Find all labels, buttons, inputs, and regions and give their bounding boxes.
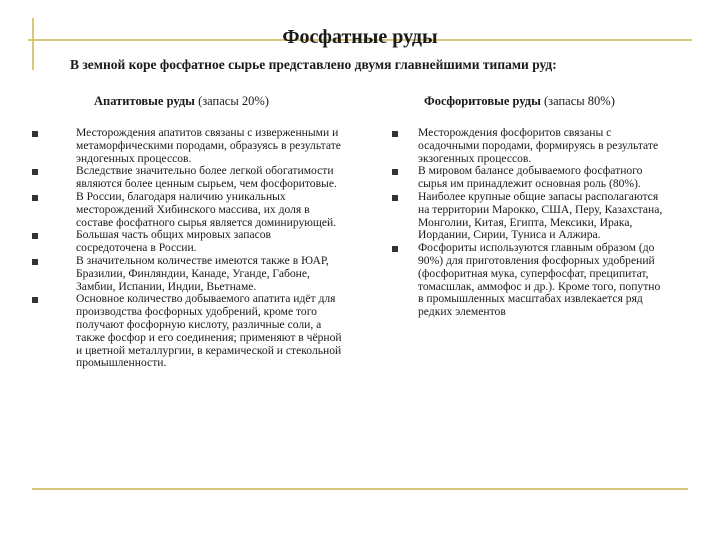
bullet-icon: [32, 233, 38, 239]
bullet-icon: [32, 195, 38, 201]
bullet-icon: [392, 246, 398, 252]
right-column-list: [392, 127, 667, 319]
list-item-text: Большая часть общих мировых запасов сосредоточена в России.: [76, 228, 272, 255]
list-item: [32, 127, 342, 165]
bullet-icon: [32, 169, 38, 175]
list-item-text: Месторождения апатитов связаны с изверженными и метаморфическими породами, образуясь в результате эндогенных процессов.: [76, 126, 341, 165]
slide-subtitle: В земной коре фосфатное сырье представлено двумя главнейшими типами руд:: [70, 57, 557, 72]
list-item-text: Основное количество добываемого апатита идёт для производства фосфорных удобрений, кроме того получают фосфорную кислоту, различные соли, а также фосфор и его соединения; применяют в чёрной и цветной металлургии, в керамической и стекольной промышленности.: [76, 292, 342, 370]
list-item: [392, 165, 667, 191]
slide-title: Фосфатные руды: [282, 26, 438, 48]
list-item: [392, 242, 667, 319]
right-heading-note: (запасы 80%): [543, 94, 615, 108]
list-item: [32, 293, 342, 370]
right-heading-bold: Фосфоритовые руды: [424, 94, 541, 108]
bullet-icon: [32, 297, 38, 303]
list-item-text: В значительном количестве имеются также в ЮАР, Бразилии, Финляндии, Канаде, Уганде, Габоне, Замбии, Испании, Индии, Вьетнаме.: [76, 253, 329, 293]
bullet-icon: [392, 131, 398, 137]
left-column-heading: [94, 94, 269, 109]
left-heading-bold: Апатитовые руды: [94, 94, 195, 108]
bullet-icon: [392, 195, 398, 201]
list-item: [32, 229, 342, 255]
left-column-list: [32, 127, 342, 370]
list-item-text: Вследствие значительно более легкой обогатимости являются более ценным сырьем, чем фосфоритовые.: [76, 164, 337, 191]
list-item: [392, 191, 667, 242]
bullet-icon: [32, 259, 38, 265]
bullet-icon: [392, 169, 398, 175]
list-item: [32, 255, 342, 293]
right-column-heading: [424, 94, 615, 109]
left-heading-note: (запасы 20%): [198, 94, 269, 108]
decor-bottom-line: [32, 488, 688, 490]
list-item: [392, 127, 667, 165]
list-item-text: В России, благодаря наличию уникальных месторождений Хибинского массива, их доля в составе фосфатного сырья является доминирующей.: [76, 189, 337, 229]
list-item: [32, 191, 342, 229]
bullet-icon: [32, 131, 38, 137]
list-item: [32, 165, 342, 191]
list-item-text: Месторождения фосфоритов связаны с осадочными породами, формируясь в результате экзогенных процессов.: [418, 126, 659, 165]
list-item-text: Наиболее крупные общие запасы располагаются на территории Марокко, США, Перу, Казахстана, Монголии, Китая, Египта, Мексики, Ирака, Иордании, Сирии, Туниса и Алжира.: [418, 189, 663, 242]
list-item-text: В мировом балансе добываемого фосфатного сырья им принадлежит основная роль (80%).: [418, 164, 643, 191]
list-item-text: Фосфориты используются главным образом (до 90%) для приготовления фосфорных удобрений (фосфоритная мука, суперфосфат, преципитат, томасшлак, аммофос и др.). Кроме того, попутно в промышленных масштабах извлекается ряд редких элементов: [418, 241, 661, 319]
